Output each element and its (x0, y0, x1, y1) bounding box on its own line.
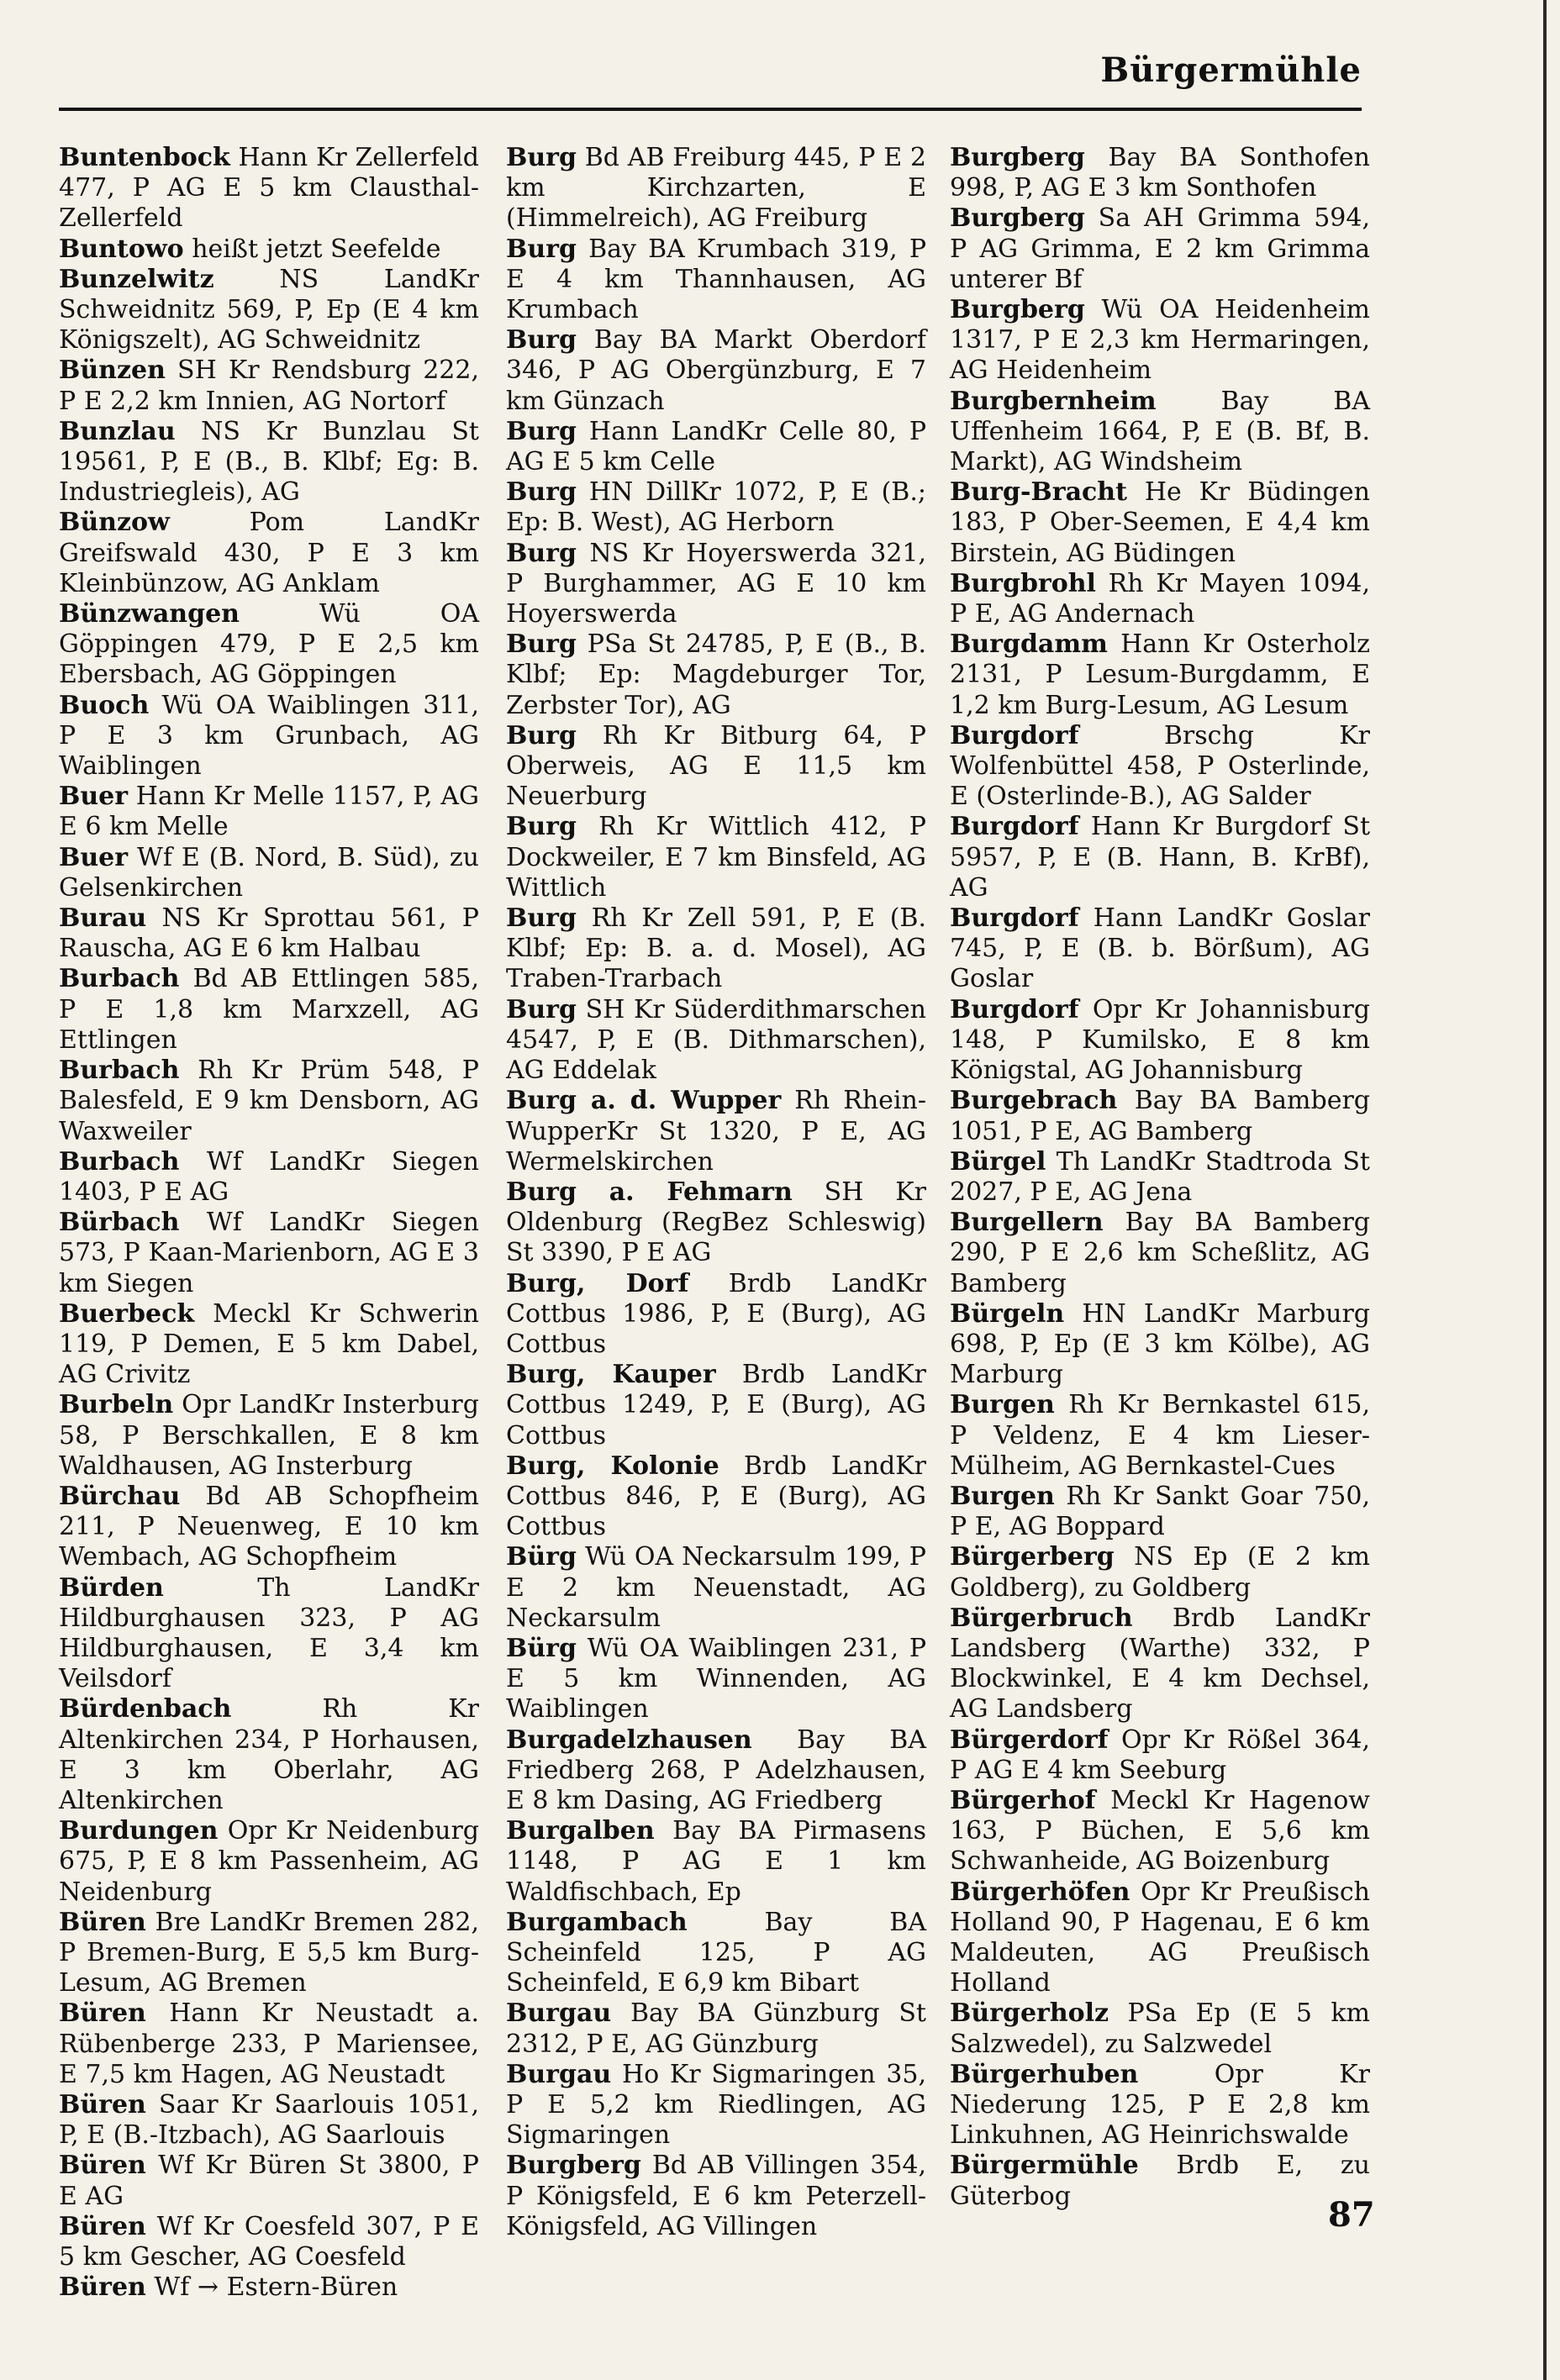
entry-headword: Burgau (506, 1998, 612, 2029)
entry-text: Wü OA Waiblingen 231, P E 5 km Winnenden, AG Waiblingen (506, 1633, 927, 1724)
entry-headword: Burg (506, 477, 577, 508)
gazetteer-entry (950, 721, 1370, 813)
entry-text: Rh Kr Mayen 1094, P E, AG Andernach (950, 568, 1370, 629)
gazetteer-entry (506, 143, 926, 234)
entry-headword: Bürgerberg (950, 1542, 1115, 1572)
entry-headword: Burau (59, 903, 147, 934)
entry-headword: Burgen (950, 1481, 1055, 1511)
gazetteer-entry (950, 903, 1370, 995)
gazetteer-entry (950, 1208, 1370, 1299)
entry-headword: Bunzlau (59, 416, 176, 446)
entry-headword: Bürgel (950, 1146, 1046, 1177)
entry-text: Brdb LandKr Landsberg (Warthe) 332, P Blockwinkel, E 4 km Dechsel, AG Landsberg (950, 1603, 1370, 1724)
entry-headword: Burgebrach (950, 1086, 1118, 1116)
entry-text: Saar Kr Saarlouis 1051, P, E (B.-Itzbach), AG Saarlouis (59, 2090, 479, 2151)
entry-headword: Burg a. d. Wupper (506, 1086, 782, 1116)
entry-text: Bd AB Freiburg 445, P E 2 km Kirchzarten, E (Himmelreich), AG Freiburg (506, 143, 926, 234)
entry-headword: Bürgerholz (950, 1998, 1109, 2029)
entry-headword: Burg (506, 325, 577, 355)
entry-headword: Buntenbock (59, 143, 230, 172)
entry-text: Brdb LandKr Cottbus 1986, P, E (Burg), AG Cottbus (506, 1268, 927, 1359)
entry-headword: Burg (506, 812, 577, 842)
entry-headword: Burgberg (950, 143, 1085, 172)
entry-text: Bay BA Günzburg St 2312, P E, AG Günzburg (506, 1998, 926, 2059)
entry-headword: Burg (506, 234, 577, 264)
gazetteer-entry (950, 1390, 1370, 1482)
gazetteer-entry (59, 843, 479, 903)
entry-text: Wü OA Heidenheim 1317, P E 2,3 km Hermaringen, AG Heidenheim (950, 295, 1370, 386)
entry-text: Rh Kr Wittlich 412, P Dockweiler, E 7 km Binsfeld, AG Wittlich (506, 812, 926, 903)
gazetteer-entry (506, 629, 926, 721)
entry-text: Wf LandKr Siegen 1403, P E AG (59, 1146, 479, 1207)
entry-text: HN LandKr Marburg 698, P, Ep (E 3 km Kölbe), AG Marburg (950, 1298, 1370, 1390)
gazetteer-entry (506, 1725, 926, 1817)
entry-headword: Bünzen (59, 355, 166, 386)
entry-headword: Burgau (506, 2059, 612, 2089)
entry-headword: Burgdamm (950, 629, 1108, 660)
entry-headword: Buerbeck (59, 1298, 195, 1329)
entry-text: Th LandKr Stadtroda St 2027, P E, AG Jena (950, 1146, 1370, 1207)
gazetteer-entry (59, 355, 479, 416)
entry-text: NS Kr Bunzlau St 19561, P, E (B., B. Klbf; Eg: B. Industriegleis), AG (59, 416, 479, 508)
entry-headword: Burgdorf (950, 903, 1079, 934)
gazetteer-entry (59, 2272, 479, 2303)
entry-headword: Burgbernheim (950, 386, 1157, 416)
entry-headword: Bürden (59, 1572, 164, 1603)
entry-headword: Buer (59, 842, 129, 872)
gazetteer-entry (950, 1998, 1370, 2059)
entry-headword: Burg (506, 994, 577, 1024)
gazetteer-entry (950, 295, 1370, 387)
gazetteer-entry (506, 721, 926, 813)
entry-text: Brdb LandKr Cottbus 846, P, E (Burg), AG Cottbus (506, 1451, 926, 1542)
entry-headword: Burg (506, 629, 577, 660)
column-2 (506, 143, 926, 2242)
entry-text: Brdb LandKr Cottbus 1249, P, E (Burg), AG Cottbus (506, 1360, 926, 1451)
gazetteer-entry (506, 1816, 926, 1908)
entry-text: Bay BA Friedberg 268, P Adelzhausen, E 8 km Dasing, AG Friedberg (506, 1724, 926, 1815)
entry-text: NS Kr Hoyerswerda 321, P Burghammer, AG E 10 km Hoyerswerda (506, 538, 926, 629)
gazetteer-entry (506, 539, 926, 630)
column-3 (950, 143, 1370, 2212)
gazetteer-entry (950, 569, 1370, 629)
gazetteer-entry (506, 903, 926, 995)
entry-text: Bay BA Markt Oberdorf 346, P AG Obergünzburg, E 7 km Günzach (506, 325, 926, 416)
gazetteer-entry (506, 1908, 926, 1999)
gazetteer-entry (59, 1816, 479, 1908)
entry-text: Rh Kr Prüm 548, P Balesfeld, E 9 km Densborn, AG Waxweiler (59, 1056, 479, 1146)
entry-headword: Büren (59, 1998, 146, 2029)
entry-text: Opr Kr Johannisburg 148, P Kumilsko, E 8 km Königstal, AG Johannisburg (950, 994, 1370, 1086)
gazetteer-entry (506, 1360, 926, 1451)
gazetteer-entry (59, 265, 479, 356)
gazetteer-entry (506, 1086, 926, 1177)
entry-text: NS LandKr Schweidnitz 569, P, Ep (E 4 km Königszelt), AG Schweidnitz (59, 264, 479, 355)
entry-headword: Burgadelzhausen (506, 1724, 752, 1755)
entry-text: Rh Kr Zell 591, P, E (B. Klbf; Ep: B. a. d. Mosel), AG Traben-Trarbach (506, 903, 926, 994)
gazetteer-entry (950, 1877, 1370, 1999)
entry-headword: Burg (506, 720, 577, 750)
entry-text: PSa St 24785, P, E (B., B. Klbf; Ep: Magdeburger Tor, Zerbster Tor), AG (506, 629, 926, 720)
entry-text: Meckl Kr Schwerin 119, P Demen, E 5 km Dabel, AG Crivitz (59, 1298, 479, 1390)
entry-text: Bay BA Scheinfeld 125, P AG Scheinfeld, E 6,9 km Bibart (506, 1907, 926, 1998)
entry-headword: Burbach (59, 964, 180, 994)
entry-headword: Bürgerhuben (950, 2059, 1139, 2089)
entry-headword: Burg (506, 416, 577, 446)
running-head: Bürgermühle (1100, 50, 1362, 90)
page-number: 87 (1328, 2195, 1375, 2235)
gazetteer-entry (506, 1634, 926, 1725)
gazetteer-entry (950, 1086, 1370, 1146)
gazetteer-entry (59, 1694, 479, 1816)
entry-text: Rh Kr Bernkastel 615, P Veldenz, E 4 km Lieser-Mülheim, AG Bernkastel-Cues (950, 1390, 1370, 1481)
entry-headword: Burbeln (59, 1390, 174, 1420)
gazetteer-entry (506, 1542, 926, 1634)
gazetteer-entry (950, 995, 1370, 1087)
entry-headword: Bürg (506, 1542, 577, 1572)
entry-text: Bay BA Bamberg 1051, P E, AG Bamberg (950, 1086, 1370, 1146)
gazetteer-entry (59, 903, 479, 964)
entry-headword: Bürdenbach (59, 1694, 232, 1724)
gazetteer-entry (506, 2151, 926, 2242)
entry-text: Ho Kr Sigmaringen 35, P E 5,2 km Riedlingen, AG Sigmaringen (506, 2059, 927, 2151)
gazetteer-entry (506, 1998, 926, 2059)
entry-text: NS Ep (E 2 km Goldberg), zu Goldberg (950, 1542, 1370, 1603)
entry-text: PSa Ep (E 5 km Salzwedel), zu Salzwedel (950, 1998, 1370, 2059)
entry-headword: Burgambach (506, 1907, 688, 1937)
gazetteer-entry (506, 325, 926, 417)
gazetteer-entry (506, 995, 926, 1087)
gazetteer-entry (950, 2151, 1370, 2211)
entry-headword: Bünzwangen (59, 599, 240, 629)
entry-headword: Bürgerhof (950, 1785, 1096, 1815)
entry-text: Pom LandKr Greifswald 430, P E 3 km Kleinbünzow, AG Anklam (59, 508, 479, 598)
entry-headword: Burgalben (506, 1816, 655, 1846)
gazetteer-entry (950, 1482, 1370, 1542)
entry-headword: Burbach (59, 1146, 180, 1177)
gazetteer-entry (950, 1725, 1370, 1786)
entry-text: Opr Kr Neidenburg 675, P, E 8 km Passenheim, AG Neidenburg (59, 1816, 479, 1907)
gazetteer-entry (59, 1908, 479, 1999)
gazetteer-entry (506, 812, 926, 903)
entry-text: Opr Kr Niederung 125, P E 2,8 km Linkuhnen, AG Heinrichswalde (950, 2059, 1370, 2151)
gazetteer-entry (506, 1451, 926, 1543)
gazetteer-entry (59, 1390, 479, 1482)
entry-text: Hann Kr Melle 1157, P, AG E 6 km Melle (59, 782, 479, 842)
entry-headword: Bunzelwitz (59, 264, 214, 294)
entry-text: Wü OA Waiblingen 311, P E 3 km Grunbach, AG Waiblingen (59, 690, 479, 782)
entry-text: SH Kr Oldenburg (RegBez Schleswig) St 3390, P E AG (506, 1177, 926, 1268)
gazetteer-entry (506, 477, 926, 538)
entry-headword: Burgbrohl (950, 568, 1096, 598)
column-1 (59, 143, 479, 2303)
entry-text: Rh Rhein-WupperKr St 1320, P E, AG Wermelskirchen (506, 1086, 926, 1177)
entry-headword: Burg, Kolonie (506, 1451, 719, 1481)
gazetteer-entry (59, 234, 479, 265)
gazetteer-entry (506, 1177, 926, 1269)
entry-headword: Bürgermühle (950, 2151, 1139, 2181)
gazetteer-entry (59, 691, 479, 782)
gazetteer-entry (59, 2090, 479, 2151)
entry-text: Meckl Kr Hagenow 163, P Büchen, E 5,6 km Schwanheide, AG Boizenburg (950, 1785, 1370, 1877)
entry-text: Bay BA Pirmasens 1148, P AG E 1 km Waldfischbach, Ep (506, 1816, 926, 1907)
entry-headword: Burgen (950, 1390, 1055, 1420)
entry-headword: Burgellern (950, 1208, 1104, 1238)
gazetteer-entry (59, 1208, 479, 1299)
entry-text: Wü OA Göppingen 479, P E 2,5 km Ebersbach, AG Göppingen (59, 599, 479, 690)
entry-text: Opr Kr Rößel 364, P AG E 4 km Seeburg (950, 1724, 1370, 1785)
entry-headword: Buntowo (59, 234, 184, 264)
entry-text: Bd AB Ettlingen 585, P E 1,8 km Marxzell, AG Ettlingen (59, 964, 479, 1055)
entry-text: Hann LandKr Celle 80, P AG E 5 km Celle (506, 416, 926, 477)
entry-headword: Bürgerhöfen (950, 1877, 1130, 1907)
gazetteer-entry (59, 1998, 479, 2090)
gazetteer-entry (950, 203, 1370, 295)
entry-headword: Bürgerbruch (950, 1603, 1133, 1633)
gazetteer-entry (950, 629, 1370, 721)
entry-text: Hann Kr Osterholz 2131, P Lesum-Burgdamm, E 1,2 km Burg-Lesum, AG Lesum (950, 629, 1370, 720)
entry-text: Wf Kr Coesfeld 307, P E 5 km Gescher, AG Coesfeld (59, 2211, 479, 2272)
entry-headword: Bünzow (59, 508, 170, 538)
entry-text: Sa AH Grimma 594, P AG Grimma, E 2 km Grimma unterer Bf (950, 203, 1370, 294)
entry-headword: Bürgerdorf (950, 1724, 1109, 1755)
entry-headword: Burgberg (950, 203, 1085, 234)
entry-text: NS Kr Sprottau 561, P Rauscha, AG E 6 km Halbau (59, 903, 479, 964)
entry-text: Bay BA Krumbach 319, P E 4 km Thannhausen, AG Krumbach (506, 234, 926, 325)
entry-text: Wf LandKr Siegen 573, P Kaan-Marienborn, AG E 3 km Siegen (59, 1208, 479, 1298)
gazetteer-entry (59, 143, 479, 234)
entry-text: SH Kr Rendsburg 222, P E 2,2 km Innien, AG Nortorf (59, 355, 479, 416)
entry-headword: Büren (59, 2090, 146, 2119)
gazetteer-entry (506, 234, 926, 326)
entry-text: Wü OA Neckarsulm 199, P E 2 km Neuenstadt, AG Neckarsulm (506, 1542, 926, 1633)
entry-headword: Burg (506, 903, 577, 934)
page-edge (1543, 0, 1547, 2380)
gazetteer-entry (950, 387, 1370, 478)
entry-text: Rh Kr Altenkirchen 234, P Horhausen, E 3 km Oberlahr, AG Altenkirchen (59, 1694, 479, 1815)
gazetteer-entry (59, 2151, 479, 2211)
gazetteer-entry (506, 1269, 926, 1361)
entry-headword: Burgdorf (950, 994, 1079, 1024)
gazetteer-entry (59, 599, 479, 691)
entry-headword: Burg, Dorf (506, 1268, 689, 1298)
entry-text: Bd AB Villingen 354, P Königsfeld, E 6 km Peterzell-Königsfeld, AG Villingen (506, 2151, 927, 2241)
entry-text: Wf E (B. Nord, B. Süd), zu Gelsenkirchen (59, 842, 479, 903)
entry-headword: Burdungen (59, 1816, 219, 1846)
entry-text: Opr LandKr Insterburg 58, P Berschkallen, E 8 km Waldhausen, AG Insterburg (59, 1390, 479, 1481)
entry-headword: Buoch (59, 690, 150, 720)
gazetteer-entry (950, 812, 1370, 903)
entry-text: HN DillKr 1072, P, E (B.; Ep: B. West), AG Herborn (506, 477, 926, 538)
entry-text: Th LandKr Hildburghausen 323, P AG Hildburghausen, E 3,4 km Veilsdorf (59, 1572, 479, 1694)
entry-text: Hann Kr Zellerfeld 477, P AG E 5 km Clausthal-Zellerfeld (59, 143, 479, 234)
gazetteer-entry (59, 782, 479, 842)
entry-headword: Büren (59, 2211, 146, 2241)
gazetteer-entry (950, 1147, 1370, 1208)
entry-headword: Bürbach (59, 1208, 180, 1238)
entry-headword: Burgberg (950, 295, 1085, 325)
entry-text: He Kr Büdingen 183, P Ober-Seemen, E 4,4 km Birstein, AG Büdingen (950, 477, 1370, 568)
entry-text: SH Kr Süderdithmarschen 4547, P, E (B. Dithmarschen), AG Eddelak (506, 994, 926, 1086)
gazetteer-entry (506, 2060, 926, 2151)
entry-text: Bd AB Schopfheim 211, P Neuenweg, E 10 km Wembach, AG Schopfheim (59, 1481, 479, 1572)
entry-headword: Burg (506, 143, 577, 172)
entry-text: Hann Kr Neustadt a. Rübenberge 233, P Mariensee, E 7,5 km Hagen, AG Neustadt (59, 1998, 479, 2089)
gazetteer-entry (950, 143, 1370, 203)
entry-text: Hann Kr Burgdorf St 5957, P, E (B. Hann, B. KrBf), AG (950, 812, 1370, 903)
entry-headword: Burgdorf (950, 812, 1079, 842)
entry-text: Bre LandKr Bremen 282, P Bremen-Burg, E 5,5 km Burg-Lesum, AG Bremen (59, 1907, 479, 1998)
entry-text: Brschg Kr Wolfenbüttel 458, P Osterlinde, E (Osterlinde-B.), AG Salder (950, 720, 1370, 812)
entry-text: Bay BA Sonthofen 998, P, AG E 3 km Sonthofen (950, 143, 1370, 203)
entry-headword: Bürgeln (950, 1298, 1065, 1329)
entry-headword: Burg a. Fehmarn (506, 1177, 793, 1207)
entry-headword: Büren (59, 1907, 146, 1937)
gazetteer-entry (950, 1786, 1370, 1877)
entry-text: Bay BA Bamberg 290, P E 2,6 km Scheßlitz, AG Bamberg (950, 1208, 1370, 1298)
entry-text: Rh Kr Sankt Goar 750, P E, AG Boppard (950, 1481, 1370, 1542)
gazetteer-entry (59, 1573, 479, 1695)
gazetteer-entry (59, 964, 479, 1056)
gazetteer-entry (59, 1056, 479, 1147)
entry-text: Brdb E, zu Güterbog (950, 2151, 1370, 2211)
entry-text: Hann LandKr Goslar 745, P, E (B. b. Börßum), AG Goslar (950, 903, 1370, 994)
entry-headword: Büren (59, 2272, 146, 2303)
entry-headword: Buer (59, 782, 129, 812)
entry-headword: Burgberg (506, 2151, 641, 2181)
gazetteer-entry (59, 1482, 479, 1573)
entry-text: Opr Kr Preußisch Holland 90, P Hagenau, E 6 km Maldeuten, AG Preußisch Holland (950, 1877, 1370, 1998)
gazetteer-entry (950, 1603, 1370, 1725)
page-header (59, 49, 1362, 111)
entry-text: heißt jetzt Seefelde (192, 234, 441, 264)
entry-headword: Burgdorf (950, 720, 1079, 750)
gazetteer-entry (59, 417, 479, 508)
entry-headword: Burg (506, 538, 577, 568)
gazetteer-entry (506, 417, 926, 477)
entry-headword: Burbach (59, 1056, 180, 1086)
gazetteer-entry (950, 477, 1370, 569)
entry-headword: Burg, Kauper (506, 1360, 716, 1390)
entry-text: Wf → Estern-Büren (154, 2272, 398, 2303)
gazetteer-entry (950, 2060, 1370, 2151)
entry-headword: Büren (59, 2151, 146, 2181)
entry-text: Bay BA Uffenheim 1664, P, E (B. Bf, B. Markt), AG Windsheim (950, 386, 1370, 477)
gazetteer-entry (59, 2212, 479, 2272)
gazetteer-entry (59, 1147, 479, 1208)
entry-text: Wf Kr Büren St 3800, P E AG (59, 2151, 479, 2211)
entry-headword: Bürchau (59, 1481, 181, 1511)
entry-text: Rh Kr Bitburg 64, P Oberweis, AG E 11,5 km Neuerburg (506, 720, 926, 812)
gazetteer-entry (950, 1299, 1370, 1391)
gazetteer-entry (59, 508, 479, 599)
entry-headword: Bürg (506, 1633, 577, 1663)
gazetteer-entry (59, 1299, 479, 1391)
entry-headword: Burg-Bracht (950, 477, 1127, 508)
gazetteer-entry (950, 1542, 1370, 1603)
